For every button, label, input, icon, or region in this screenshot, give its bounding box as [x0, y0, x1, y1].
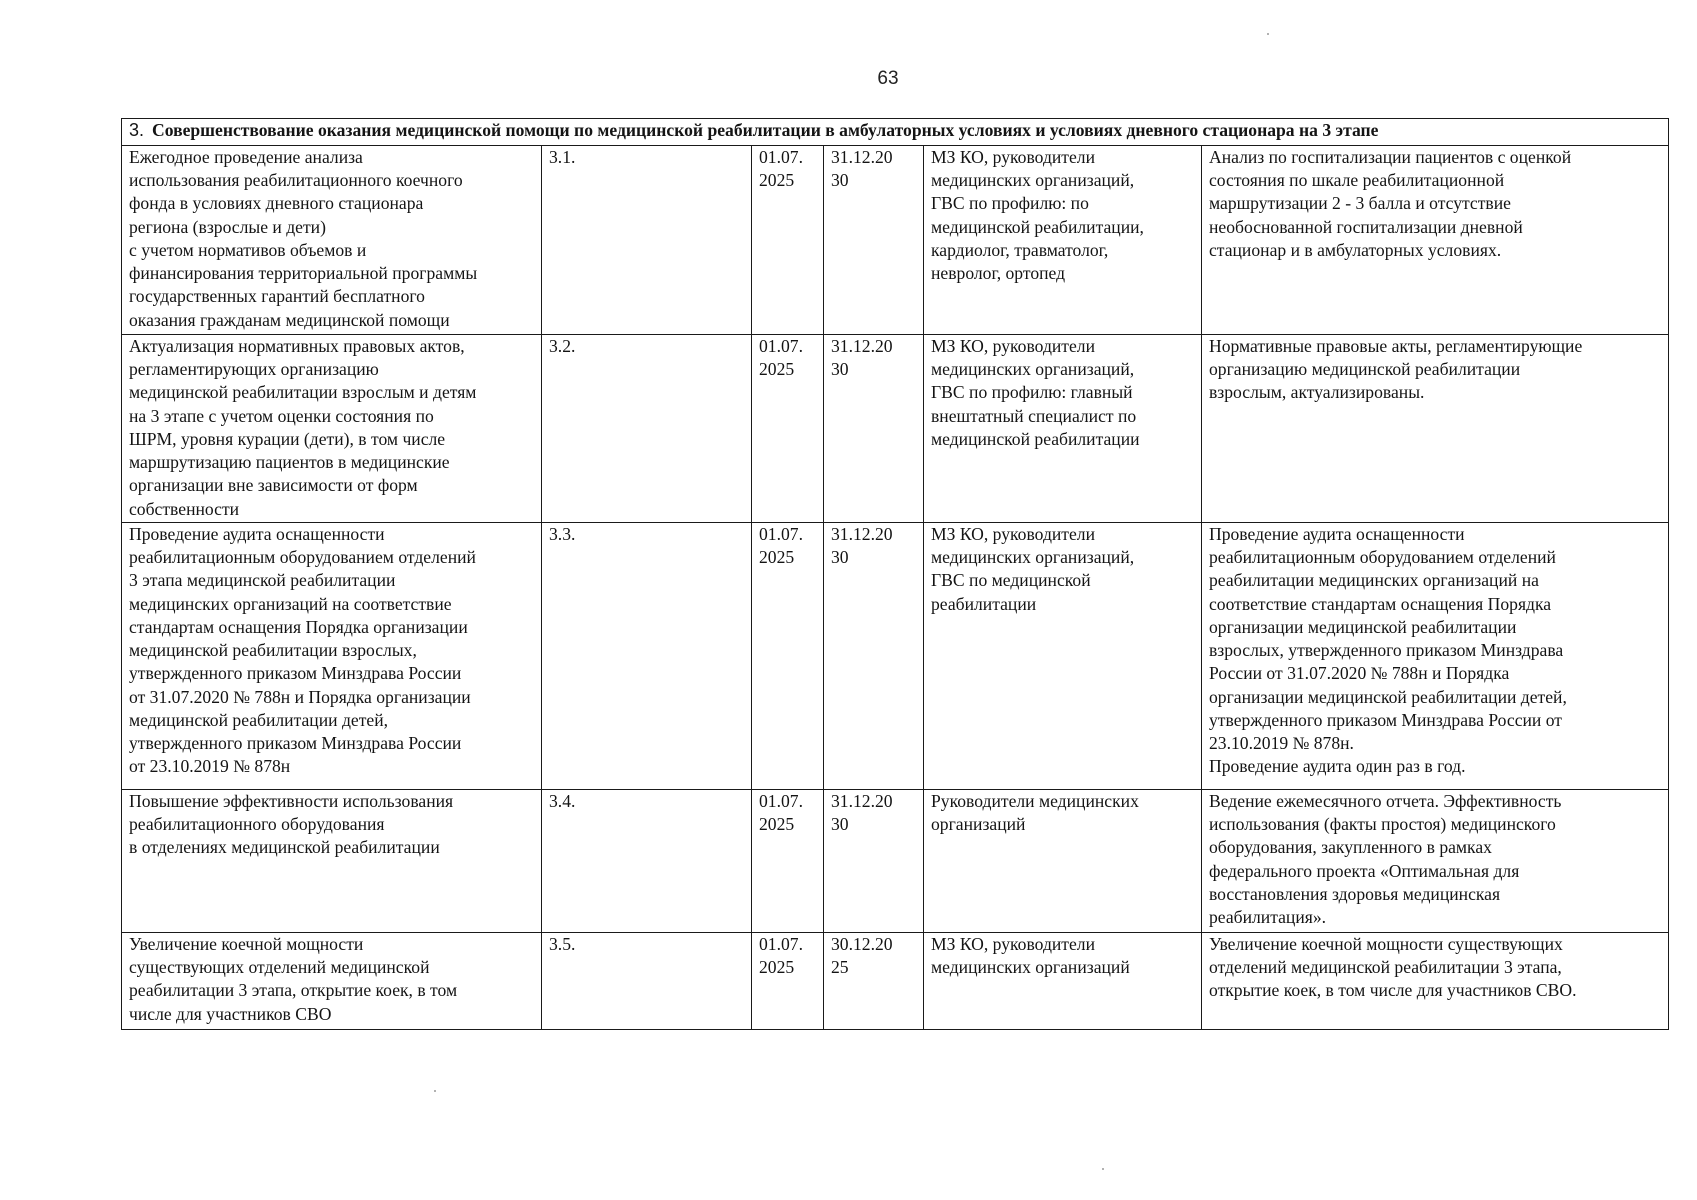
result-line: Нормативные правовые акты, регламентирующие: [1209, 336, 1583, 356]
responsible-line: МЗ КО, руководители: [931, 524, 1096, 544]
start-date-cell: [752, 146, 824, 335]
result-line: Анализ по госпитализации пациентов с оценкой: [1209, 147, 1572, 167]
end-date-cell: [824, 933, 924, 1030]
responsible-line: медицинских организаций,: [931, 547, 1135, 568]
activity-line: фонда в условиях дневного стационара: [129, 193, 424, 214]
activity-line: Повышение эффективности использования: [129, 791, 454, 811]
responsible-line: медицинских организаций,: [931, 359, 1135, 380]
item-number-text: 3.1.: [549, 147, 576, 167]
activity-line: ШРМ, уровня курации (дети), в том числе: [129, 428, 446, 449]
activity-cell: [122, 933, 542, 1030]
responsible-line: реабилитации: [931, 593, 1037, 614]
start-date-line: 01.07.: [759, 147, 803, 167]
result-line: оборудования, закупленного в рамках: [1209, 837, 1492, 858]
end-date-cell: [824, 523, 924, 790]
end-date-cell: [824, 335, 924, 523]
activity-line: оказания гражданам медицинской помощи: [129, 309, 450, 330]
result-line: организации медицинской реабилитации: [1209, 616, 1517, 637]
activity-line: государственных гарантий бесплатного: [129, 286, 425, 307]
activity-line: с учетом нормативов объемов и: [129, 239, 367, 260]
result-line: Ведение ежемесячного отчета. Эффективность: [1209, 791, 1562, 811]
table-row: [122, 146, 1669, 335]
activity-line: стандартам оснащения Порядка организации: [129, 616, 468, 637]
result-cell: [1202, 790, 1669, 933]
activity-line: медицинской реабилитации взрослых,: [129, 640, 417, 661]
item-number-cell: [542, 335, 752, 523]
activity-line: Проведение аудита оснащенности: [129, 524, 385, 544]
result-line: 23.10.2019 № 878н.: [1209, 732, 1354, 753]
end-date-line: 31.12.20: [831, 791, 893, 811]
activity-line: собственности: [129, 498, 240, 519]
scan-speck: [1102, 1168, 1104, 1170]
result-line: организацию медицинской реабилитации: [1209, 359, 1521, 380]
activity-line: реабилитационным оборудованием отделений: [129, 547, 476, 568]
scan-speck: [1267, 33, 1269, 35]
responsible-line: медицинской реабилитации,: [931, 216, 1144, 237]
responsible-line: организаций: [931, 814, 1026, 835]
result-line: Увеличение коечной мощности существующих: [1209, 934, 1563, 954]
end-date-line: 31.12.20: [831, 524, 893, 544]
start-date-cell: [752, 933, 824, 1030]
result-line: Проведение аудита один раз в год.: [1209, 756, 1466, 777]
table-row: [122, 933, 1669, 1030]
start-date-line: 2025: [759, 957, 795, 978]
measures-rows: [122, 146, 1669, 1030]
activity-line: от 23.10.2019 № 878н: [129, 756, 291, 777]
activity-line: финансирования территориальной программы: [129, 263, 478, 284]
item-number-cell: [542, 790, 752, 933]
plan-sheet: [121, 118, 1668, 1030]
end-date-line: 30.12.20: [831, 934, 893, 954]
activity-line: утвержденного приказом Минздрава России: [129, 732, 462, 753]
item-number-text: 3.5.: [549, 934, 576, 954]
end-date-cell: [824, 146, 924, 335]
activity-line: существующих отделений медицинской: [129, 957, 430, 978]
end-date-line: 30: [831, 814, 849, 835]
result-line: использования (факты простоя) медицинского: [1209, 814, 1556, 835]
table-row: [122, 335, 1669, 523]
start-date-line: 01.07.: [759, 336, 803, 356]
start-date-cell: [752, 523, 824, 790]
start-date-line: 2025: [759, 814, 795, 835]
table-row: [122, 523, 1669, 790]
section-title: Совершенствование оказания медицинской помощи по медицинской реабилитации в амбулаторных условиях и условиях дневного стационара на 3 этапе: [152, 120, 1379, 140]
page-number: 63: [877, 68, 899, 89]
start-date-line: 01.07.: [759, 524, 803, 544]
result-cell: [1202, 335, 1669, 523]
responsible-cell: [924, 146, 1202, 335]
result-cell: [1202, 146, 1669, 335]
start-date-line: 01.07.: [759, 791, 803, 811]
activity-line: утвержденного приказом Минздрава России: [129, 663, 462, 684]
item-number-cell: [542, 523, 752, 790]
end-date-line: 31.12.20: [831, 336, 893, 356]
end-date-line: 30: [831, 359, 849, 380]
result-line: маршрутизации 2 - 3 балла и отсутствие: [1209, 193, 1511, 214]
end-date-cell: [824, 790, 924, 933]
activity-line: реабилитационного оборудования: [129, 814, 385, 835]
responsible-cell: [924, 335, 1202, 523]
item-number-cell: [542, 933, 752, 1030]
start-date-cell: [752, 335, 824, 523]
activity-line: медицинской реабилитации детей,: [129, 709, 389, 730]
responsible-line: кардиолог, травматолог,: [931, 239, 1109, 260]
result-line: взрослых, утвержденного приказом Минздрава: [1209, 640, 1564, 661]
result-line: открытие коек, в том числе для участников СВО.: [1209, 980, 1577, 1001]
activity-line: медицинской реабилитации взрослым и детям: [129, 382, 477, 403]
end-date-line: 25: [831, 957, 849, 978]
result-line: утвержденного приказом Минздрава России от: [1209, 709, 1562, 730]
result-line: федерального проекта «Оптимальная для: [1209, 860, 1520, 881]
responsible-cell: [924, 790, 1202, 933]
activity-line: региона (взрослые и дети): [129, 216, 326, 237]
start-date-line: 2025: [759, 359, 795, 380]
section-title-cell: [122, 119, 1669, 146]
activity-line: Актуализация нормативных правовых актов,: [129, 336, 465, 356]
responsible-line: Руководители медицинских: [931, 791, 1139, 811]
result-line: соответствие стандартам оснащения Порядка: [1209, 593, 1552, 614]
responsible-line: невролог, ортопед: [931, 263, 1066, 284]
activity-cell: [122, 335, 542, 523]
result-cell: [1202, 523, 1669, 790]
result-line: взрослым, актуализированы.: [1209, 382, 1425, 403]
activity-line: на 3 этапе с учетом оценки состояния по: [129, 405, 434, 426]
activity-line: регламентирующих организацию: [129, 359, 379, 380]
result-line: восстановления здоровья медицинская: [1209, 883, 1501, 904]
activity-cell: [122, 790, 542, 933]
item-number-cell: [542, 146, 752, 335]
table-row: [122, 790, 1669, 933]
start-date-line: 2025: [759, 170, 795, 191]
item-number-text: 3.4.: [549, 791, 576, 811]
result-line: реабилитационным оборудованием отделений: [1209, 547, 1556, 568]
result-line: реабилитации медицинских организаций на: [1209, 570, 1539, 591]
responsible-line: МЗ КО, руководители: [931, 336, 1096, 356]
result-line: России от 31.07.2020 № 788н и Порядка: [1209, 663, 1510, 684]
responsible-cell: [924, 523, 1202, 790]
result-cell: [1202, 933, 1669, 1030]
activity-cell: [122, 146, 542, 335]
item-number-text: 3.3.: [549, 524, 576, 544]
activity-line: Увеличение коечной мощности: [129, 934, 364, 954]
responsible-line: медицинских организаций,: [931, 170, 1135, 191]
responsible-line: ГВС по медицинской: [931, 570, 1091, 591]
end-date-line: 31.12.20: [831, 147, 893, 167]
activity-line: от 31.07.2020 № 788н и Порядка организации: [129, 686, 471, 707]
activity-line: 3 этапа медицинской реабилитации: [129, 570, 396, 591]
result-line: необоснованной госпитализации дневной: [1209, 216, 1523, 237]
end-date-line: 30: [831, 547, 849, 568]
result-line: стационар и в амбулаторных условиях.: [1209, 239, 1502, 260]
end-date-line: 30: [831, 170, 849, 191]
measures-table: [121, 118, 1669, 1030]
activity-line: в отделениях медицинской реабилитации: [129, 837, 440, 858]
responsible-line: медицинской реабилитации: [931, 428, 1140, 449]
start-date-line: 2025: [759, 547, 795, 568]
activity-line: медицинских организаций на соответствие: [129, 593, 452, 614]
result-line: Проведение аудита оснащенности: [1209, 524, 1465, 544]
result-line: отделений медицинской реабилитации 3 этапа,: [1209, 957, 1562, 978]
responsible-line: медицинских организаций: [931, 957, 1130, 978]
result-line: организации медицинской реабилитации детей,: [1209, 686, 1567, 707]
responsible-cell: [924, 933, 1202, 1030]
responsible-line: ГВС по профилю: главный: [931, 382, 1133, 403]
activity-line: маршрутизацию пациентов в медицинские: [129, 452, 450, 473]
activity-line: организации вне зависимости от форм: [129, 475, 418, 496]
result-line: состояния по шкале реабилитационной: [1209, 170, 1505, 191]
responsible-line: внештатный специалист по: [931, 405, 1137, 426]
start-date-cell: [752, 790, 824, 933]
activity-line: Ежегодное проведение анализа: [129, 147, 363, 167]
activity-line: использования реабилитационного коечного: [129, 170, 463, 191]
start-date-line: 01.07.: [759, 934, 803, 954]
item-number-text: 3.2.: [549, 336, 576, 356]
section-number: 3.: [129, 120, 145, 140]
activity-cell: [122, 523, 542, 790]
responsible-line: ГВС по профилю: по: [931, 193, 1089, 214]
scan-speck: [434, 1090, 436, 1092]
section-header-row: [122, 119, 1669, 146]
responsible-line: МЗ КО, руководители: [931, 934, 1096, 954]
activity-line: реабилитации 3 этапа, открытие коек, в том: [129, 980, 458, 1001]
activity-line: числе для участников СВО: [129, 1003, 332, 1024]
result-line: реабилитация».: [1209, 907, 1327, 928]
responsible-line: МЗ КО, руководители: [931, 147, 1096, 167]
